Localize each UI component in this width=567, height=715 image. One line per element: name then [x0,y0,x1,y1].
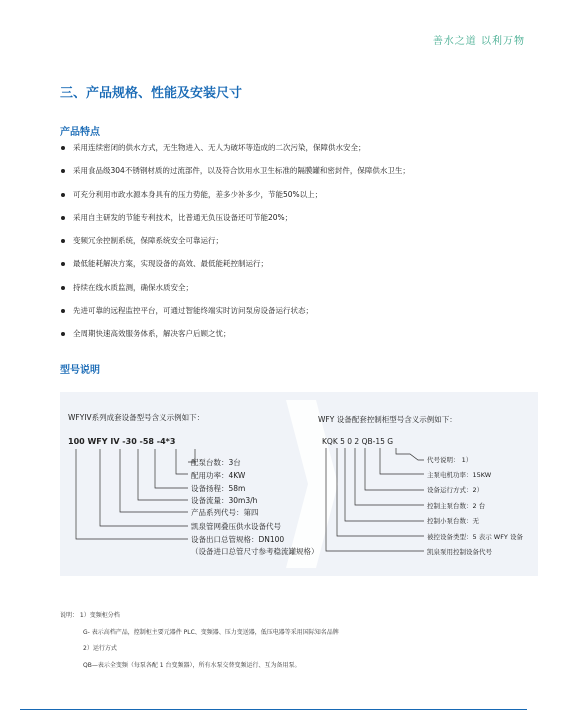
right-connectors [326,448,424,551]
right-labels [427,455,523,556]
right-label: 凯泉泵用控制设备代号 [427,548,492,556]
notes-line: 2）运行方式 [83,645,117,652]
left-code: 100 WFY IV -30 -58 -4*3 [68,437,176,446]
bottom-rule [20,709,527,710]
left-label: （设备进口总管尺寸参考稳流罐规格） [191,547,319,556]
section-title: 三、产品规格、性能及安装尺寸 [60,86,243,101]
notes [60,608,339,674]
right-label: 被控设备类型：5 表示 WFY 设备 [427,533,523,541]
left-label: 凯泉管网叠压供水设备代号 [191,522,281,531]
feature-item: 变频冗余控制系统，保障系统安全可靠运行； [60,236,530,259]
feature-item: 采用自主研发的节能专利技术，比普通无负压设备还可节能20%； [60,213,530,236]
left-label: 配泵台数：3台 [191,458,241,467]
left-label: 设备扬程：58m [191,484,246,493]
left-label: 产品系列代号：第四 [191,508,259,517]
right-label: 控制主泵台数：2 台 [427,502,486,510]
features-list [60,143,530,353]
feature-item: 持续在线水质监测，确保水质安全； [60,283,530,306]
feature-item: 先进可靠的远程监控平台，可通过智能终端实时访问泵房设备运行状态； [60,306,530,329]
right-code: KQK 5 0 2 QB-15 G [322,437,394,446]
feature-item: 采用食品级304不锈钢材质的过流部件，以及符合饮用水卫生标准的隔膜罐和密封件，保障供水卫生； [60,166,530,189]
feature-item: 全周期快速高效服务体系，解决客户后顾之忧； [60,329,530,352]
left-label: 配用功率：4KW [191,471,246,480]
right-label: 主泵电机功率：15KW [427,471,492,479]
notes-line: G- 表示高档产品，控制柜主要元器件 PLC、变频器、压力变送器，低压电器等采用国际知名品牌 [83,628,339,636]
right-caption: WFY 设备配套控制柜型号含义示例如下： [318,415,457,424]
right-label: 控制小泵台数：无 [427,517,479,525]
left-caption: WFYIV系列成套设备型号含义示例如下： [68,413,205,422]
feature-item: 可充分利用市政水源本身具有的压力势能，差多少补多少，节能50%以上； [60,190,530,213]
left-label: 设备流量：30m3/h [191,496,258,505]
model-diagram [60,392,538,576]
feature-item: 采用连续密闭的供水方式，无生物进入、无人为破坏等造成的二次污染，保障供水安全； [60,143,530,166]
notes-heading: 说明： 1）变频柜分档 [60,612,120,619]
right-label: 代号说明： 1） [427,456,473,464]
left-label: 设备出口总管规格：DN100 [191,535,285,544]
model-diagram-svg [60,392,538,576]
feature-item: 最低能耗解决方案，实现设备的高效、最低能耗控制运行； [60,259,530,282]
left-connectors [76,449,195,539]
features-title: 产品特点 [60,127,100,138]
arrow-decoration [286,400,338,568]
notes-line: QB—表示全变频（每泵各配 1 台变频器），所有水泵交替变频运行、互为备用泵。 [83,661,301,669]
model-title: 型号说明 [60,365,100,376]
header-slogan: 善水之道 以利万物 [432,36,525,47]
right-label: 设备运行方式：2） [427,486,484,494]
